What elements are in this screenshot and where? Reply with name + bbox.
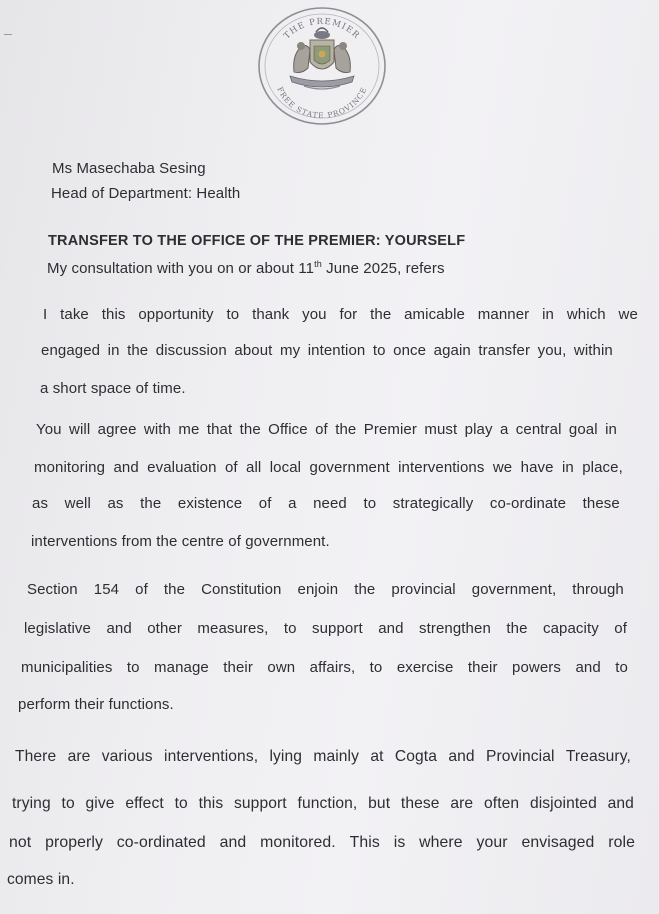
word: capacity (542, 620, 599, 637)
word: agree (97, 421, 137, 438)
word: trying (12, 795, 51, 812)
word: effect (125, 795, 164, 812)
word: role (608, 834, 635, 851)
word: to (61, 795, 75, 812)
word: of (614, 620, 627, 637)
word: your (476, 834, 508, 851)
page-mark (4, 34, 12, 35)
word: must (424, 421, 458, 438)
paragraph-3-line-1 (27, 581, 624, 598)
paragraph-2-line-4: interventions from the centre of government. (31, 533, 330, 550)
word: as (32, 495, 49, 512)
word: manner (477, 306, 530, 323)
word: their (467, 659, 498, 676)
word: measures, (197, 620, 269, 637)
word: all (246, 459, 262, 476)
paragraph-4-line-3 (9, 834, 635, 852)
premier-seal (254, 2, 390, 128)
word: support (234, 795, 287, 812)
word: to (615, 659, 628, 676)
paragraph-2-line-1 (36, 421, 617, 438)
word: to (369, 659, 383, 676)
word: provincial (391, 581, 456, 598)
word: co-ordinate (489, 495, 567, 512)
word: to (363, 495, 377, 512)
word: discussion (155, 342, 227, 359)
word: place, (582, 459, 623, 476)
word: Office (268, 421, 308, 438)
word: own (267, 659, 296, 676)
word: thank (252, 306, 290, 323)
word: the (127, 342, 149, 359)
word: for (339, 306, 358, 323)
reference-text: My consultation with you on or about 11 (47, 260, 315, 277)
word: in (605, 421, 617, 438)
word: often (483, 795, 520, 812)
word: legislative (24, 620, 91, 637)
word: interventions (398, 459, 485, 476)
word: strategically (392, 495, 474, 512)
word: with (143, 421, 171, 438)
word: to (226, 306, 240, 323)
letter-reference (47, 260, 445, 277)
word: mainly (313, 748, 360, 765)
word: This (349, 834, 380, 851)
word: and (448, 748, 475, 765)
word: and (378, 620, 404, 637)
word: you, (537, 342, 567, 359)
word: is (393, 834, 406, 851)
word: of (315, 421, 328, 438)
word: that (206, 421, 233, 438)
word: play (464, 421, 493, 438)
word: strengthen (419, 620, 491, 637)
word: goal (568, 421, 598, 438)
word: are (67, 748, 91, 765)
word: their (223, 659, 253, 676)
paragraph-3-line-4: perform their functions. (18, 696, 174, 713)
word: function, (297, 795, 358, 812)
word: within (573, 342, 613, 359)
word: me (178, 421, 200, 438)
word: have (520, 459, 554, 476)
word: interventions, (164, 748, 259, 765)
word: we (618, 306, 638, 323)
word: existence (177, 495, 243, 512)
word: the (163, 581, 186, 598)
paragraph-1-line-1 (43, 306, 638, 323)
word: the (370, 306, 392, 323)
word: central (515, 421, 562, 438)
word: my (279, 342, 301, 359)
word: of (224, 459, 238, 476)
word: in (561, 459, 574, 476)
word: disjointed (529, 795, 597, 812)
word: need (313, 495, 347, 512)
word: which (566, 306, 606, 323)
word: 154 (93, 581, 120, 598)
word: the (140, 495, 162, 512)
word: Provincial (485, 748, 555, 765)
word: to (174, 795, 188, 812)
word: intention (307, 342, 366, 359)
word: of (258, 495, 272, 512)
word: Treasury, (565, 748, 631, 765)
word: municipalities (21, 659, 113, 676)
word: in (542, 306, 554, 323)
word: a (499, 421, 509, 438)
word: enjoin (297, 581, 339, 598)
word: and (607, 795, 634, 812)
paragraph-1-line-2 (41, 342, 613, 359)
word: again (433, 342, 471, 359)
word: a (288, 495, 297, 512)
paragraph-4-line-2 (12, 795, 634, 813)
word: evaluation (147, 459, 217, 476)
word: to (372, 342, 386, 359)
paragraph-4-line-1 (15, 748, 631, 766)
word: and (219, 834, 247, 851)
word: are (450, 795, 474, 812)
word: affairs, (309, 659, 356, 676)
word: the (506, 620, 528, 637)
word: the (354, 581, 376, 598)
word: monitoring (34, 459, 106, 476)
word: will (69, 421, 91, 438)
word: to (283, 620, 297, 637)
word: you (302, 306, 327, 323)
word: give (85, 795, 115, 812)
word: at (370, 748, 384, 765)
seal-top-text: THE PREMIER (282, 16, 362, 42)
word: government (309, 459, 390, 476)
word: take (60, 306, 89, 323)
word: not (9, 834, 32, 851)
word: I (43, 306, 48, 323)
paragraph-3-line-2 (24, 620, 627, 637)
word: properly (45, 834, 103, 851)
word: in (107, 342, 120, 359)
word: but (368, 795, 391, 812)
word: local (269, 459, 302, 476)
word: Cogta (394, 748, 437, 765)
word: as (107, 495, 124, 512)
recipient-name: Ms Masechaba Sesing (52, 160, 206, 177)
word: and (575, 659, 601, 676)
word: Constitution (201, 581, 282, 598)
word: Premier (363, 421, 417, 438)
paragraph-2-line-2 (34, 459, 623, 476)
word: these (400, 795, 440, 812)
paragraph-1-line-3: a short space of time. (40, 380, 186, 397)
word: the (239, 421, 261, 438)
word: You (36, 421, 62, 438)
word: There (15, 748, 57, 765)
word: envisaged (521, 834, 595, 851)
word: other (147, 620, 182, 637)
word: amicable (404, 306, 465, 323)
word: once (393, 342, 427, 359)
word: these (582, 495, 620, 512)
word: to (126, 659, 140, 676)
word: of (135, 581, 148, 598)
reference-text-end: June 2025, refers (321, 260, 445, 277)
word: this (101, 306, 126, 323)
reference-ordinal: th (314, 259, 322, 269)
word: well (64, 495, 91, 512)
word: exercise (396, 659, 454, 676)
word: Section (27, 581, 78, 598)
word: government, (471, 581, 557, 598)
word: monitored. (260, 834, 336, 851)
word: co-ordinated (116, 834, 206, 851)
word: this (198, 795, 224, 812)
letter-subject: TRANSFER TO THE OFFICE OF THE PREMIER: YOURSELF (48, 233, 466, 249)
word: opportunity (138, 306, 214, 323)
paragraph-3-line-3 (21, 659, 628, 676)
word: various (101, 748, 153, 765)
word: the (335, 421, 357, 438)
word: through (572, 581, 624, 598)
word: powers (512, 659, 561, 676)
word: and (106, 620, 132, 637)
word: engaged (41, 342, 101, 359)
word: support (312, 620, 363, 637)
paragraph-4-line-4: comes in. (7, 871, 75, 888)
word: and (113, 459, 139, 476)
word: manage (154, 659, 209, 676)
word: transfer (478, 342, 531, 359)
recipient-title: Head of Department: Health (51, 185, 241, 202)
word: lying (269, 748, 303, 765)
coat-of-arms-icon (290, 28, 354, 89)
word: where (419, 834, 463, 851)
word: we (492, 459, 513, 476)
paragraph-2-line-3 (32, 495, 620, 512)
seal-bottom-text: FREE STATE PROVINCE (275, 85, 369, 121)
word: about (234, 342, 273, 359)
